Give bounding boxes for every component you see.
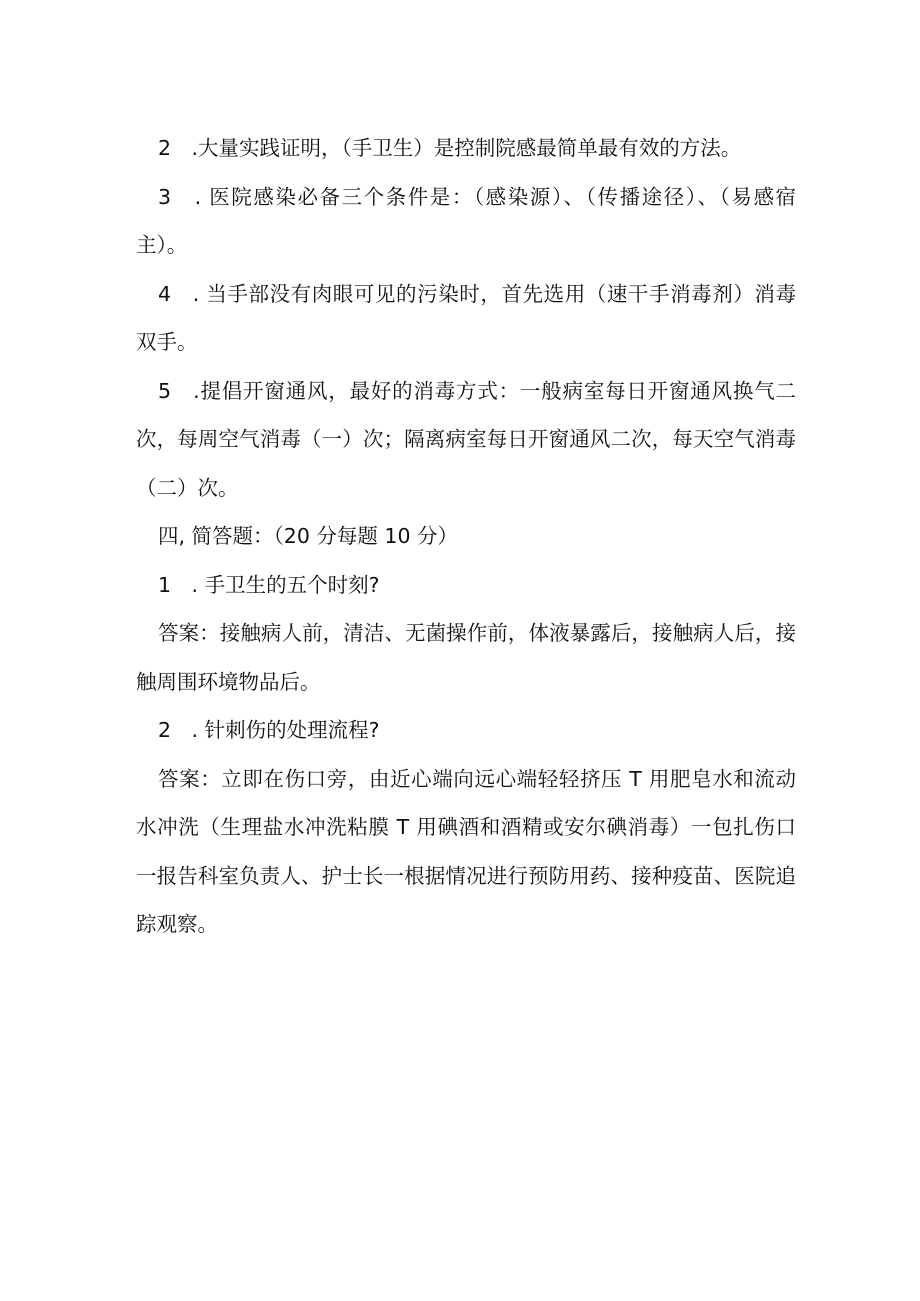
short-answer-question-1: 1 . 手卫生的五个时刻? bbox=[158, 572, 380, 597]
question-item-4-hand-disinfectant: 4 . 当手部没有肉眼可见的污染时，首先选用（速干手消毒剂）消毒双手。 bbox=[136, 281, 796, 354]
section-heading-short-answer: 四, 简答题：（20 分每题 10 分） bbox=[158, 524, 459, 548]
short-answer-answer-1: 答案：接触病人前，清洁、无菌操作前，体液暴露后，接触病人后，接触周围环境物品后。 bbox=[136, 621, 796, 694]
question-item-2-hand-hygiene: 2 .大量实践证明，（手卫生）是控制院感最简单最有效的方法。 bbox=[158, 136, 742, 160]
document-body bbox=[136, 124, 796, 949]
question-item-5-ventilation: 5 .提倡开窗通风，最好的消毒方式：一般病室每日开窗通风换气二次，每周空气消毒（一）次；隔离病室每日开窗通风二次，每天空气消毒（二）次。 bbox=[136, 378, 796, 500]
short-answer-answer-2: 答案：立即在伤口旁，由近心端向远心端轻轻挤压 T 用肥皂水和流动水冲洗（生理盐水冲洗粘膜 T 用碘酒和酒精或安尔碘消毒）一包扎伤口一报告科室负责人、护士长一根据情况进行预防用药、接种疫苗、医院追踪观察。 bbox=[136, 766, 796, 936]
question-item-3-infection-conditions: 3 . 医院感染必备三个条件是：（感染源）、（传播途径）、（易感宿主）。 bbox=[136, 184, 796, 257]
short-answer-question-2: 2 . 针刺伤的处理流程? bbox=[158, 718, 380, 742]
